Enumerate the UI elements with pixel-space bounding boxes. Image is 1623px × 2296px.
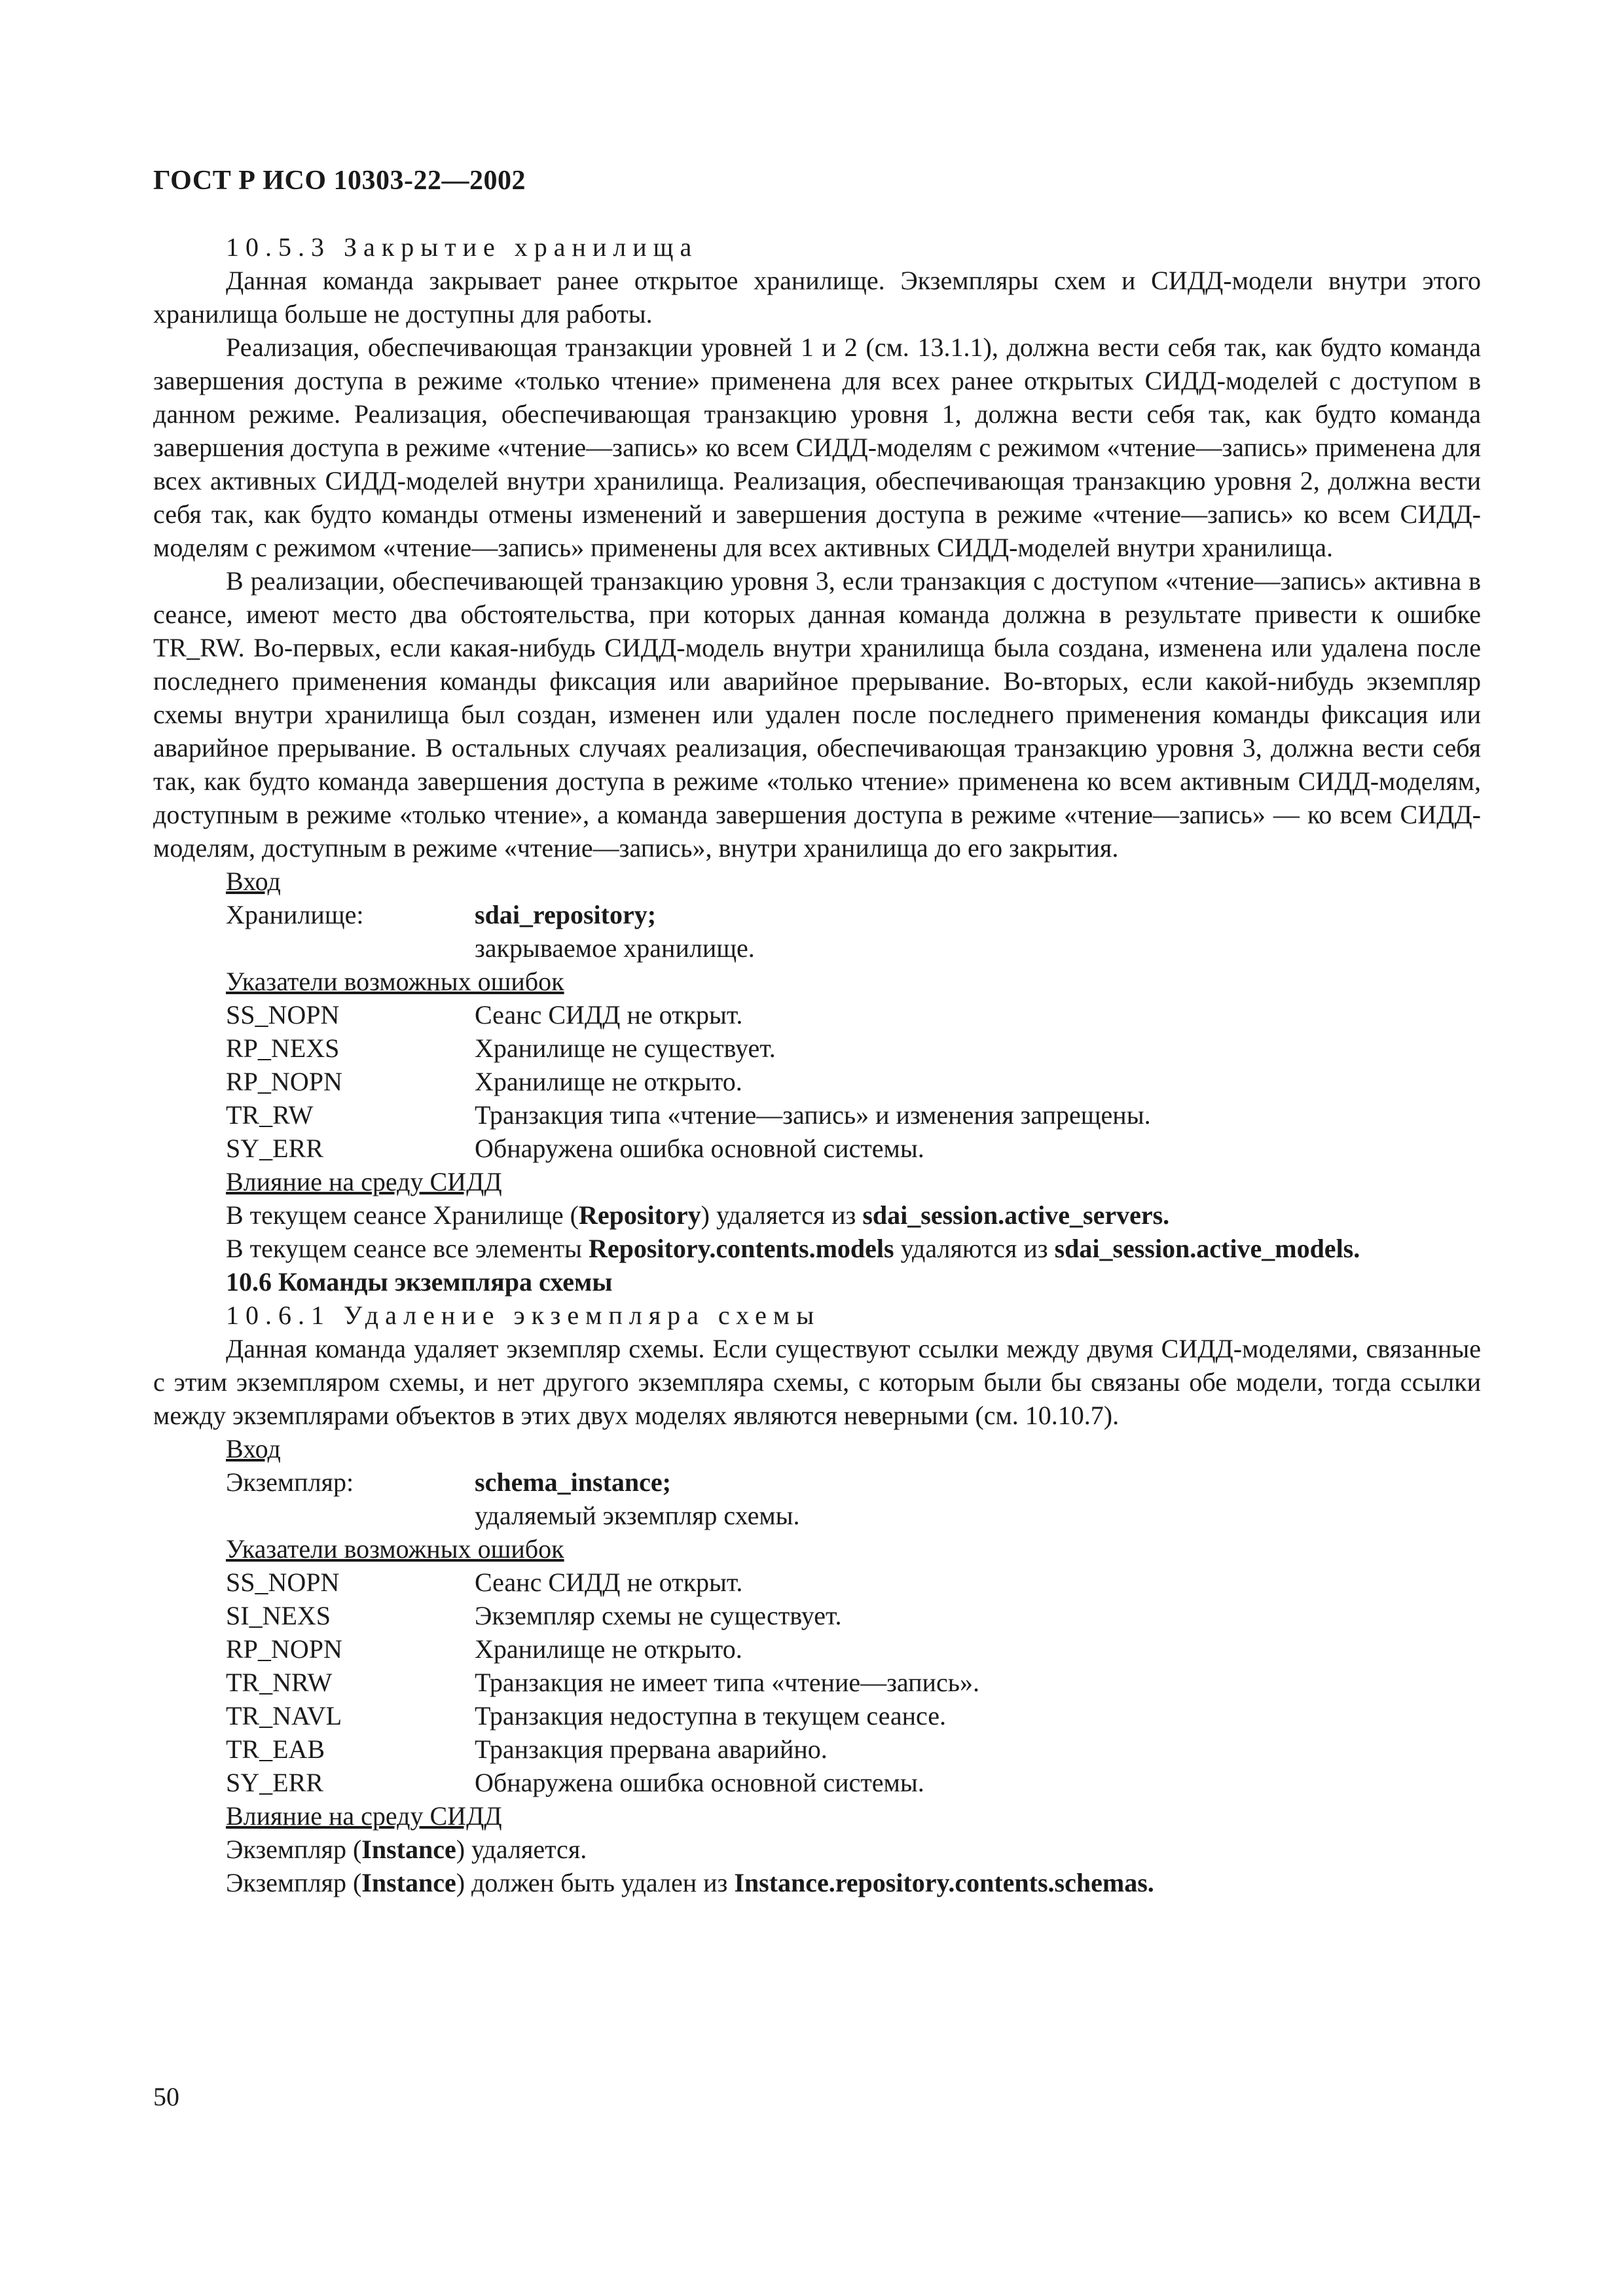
input-label: Вход bbox=[226, 867, 281, 896]
error-code: SS_NOPN bbox=[226, 1568, 340, 1597]
error-text: Обнаружена ошибка основной системы. bbox=[475, 1134, 924, 1163]
error-row bbox=[153, 1132, 1481, 1165]
error-text: Транзакция типа «чтение—запись» и изменения запрещены. bbox=[475, 1100, 1151, 1130]
effect-text: Экземпляр ( bbox=[226, 1835, 362, 1864]
page-header: ГОСТ Р ИСО 10303-22—2002 bbox=[153, 166, 526, 196]
error-code: SS_NOPN bbox=[226, 1000, 340, 1030]
input-key: Экземпляр: bbox=[226, 1467, 354, 1497]
error-code: TR_NAVL bbox=[226, 1701, 342, 1731]
error-code: SI_NEXS bbox=[226, 1601, 331, 1630]
error-row bbox=[153, 1031, 1481, 1065]
section-title-10-6-1: 10.6.1 Удаление экземпляра схемы bbox=[226, 1300, 821, 1330]
effect-term: Repository.contents.models bbox=[588, 1234, 894, 1263]
paragraph: Данная команда закрывает ранее открытое хранилище. Экземпляры схем и СИДД-модели внутри этого хранилища больше не доступны для работы. bbox=[153, 266, 1481, 329]
paragraph: Данная команда удаляет экземпляр схемы. Если существуют ссылки между двумя СИДД-моделями, связанные с этим экземпляром схемы, и нет другого экземпляра схемы, с которым были бы связаны обе модели, тогда ссылки между экземплярами объектов в этих двух моделях являются неверными (см. 10.10.7). bbox=[153, 1334, 1481, 1430]
error-text: Хранилище не существует. bbox=[475, 1033, 776, 1063]
input-key: Хранилище: bbox=[226, 900, 364, 929]
error-row bbox=[153, 1599, 1481, 1632]
section-title-10-5-3: 10.5.3 Закрытие хранилища bbox=[226, 232, 699, 262]
page-number: 50 bbox=[153, 2082, 179, 2111]
effect-term: sdai_session.active_models. bbox=[1054, 1234, 1360, 1263]
effect-term: Instance bbox=[361, 1868, 456, 1897]
error-row bbox=[153, 998, 1481, 1031]
error-row bbox=[153, 1065, 1481, 1098]
paragraph: В реализации, обеспечивающей транзакцию уровня 3, если транзакция с доступом «чтение—запись» активна в сеансе, имеют место два обстоятельства, при которых данная команда должна в результате привести к ошибке TR_RW. Во-первых, если какая-нибудь СИДД-модель внутри хранилища была создана, изменена или удалена после последнего применения команды фиксация или аварийное прерывание. Во-вторых, если какой-нибудь экземпляр схемы внутри хранилища был создан, изменен или удален после последнего применения команды фиксация или аварийное прерывание. В остальных случаях реализация, обеспечивающая транзакцию уровня 3, должна вести себя так, как будто команда завершения доступа в режиме «только чтение» применена ко всем активным СИДД-моделям, доступным в режиме «только чтение», а команда завершения доступа в режиме «чтение—запись» — ко всем СИДД-моделям, доступным в режиме «чтение—запись», внутри хранилища до его закрытия. bbox=[153, 566, 1481, 863]
error-code: SY_ERR bbox=[226, 1768, 323, 1797]
effect-text: Экземпляр ( bbox=[226, 1868, 362, 1897]
error-row bbox=[153, 1632, 1481, 1666]
effect-label: Влияние на среду СИДД bbox=[226, 1801, 502, 1831]
effect-term: sdai_session.active_servers. bbox=[862, 1200, 1170, 1230]
error-code: TR_RW bbox=[226, 1100, 314, 1130]
error-row bbox=[153, 1699, 1481, 1732]
input-type: sdai_repository; bbox=[475, 900, 657, 929]
error-text: Транзакция недоступна в текущем сеансе. bbox=[475, 1701, 947, 1731]
input-row bbox=[153, 898, 1481, 931]
effect-term: Repository bbox=[578, 1200, 701, 1230]
error-text: Обнаружена ошибка основной системы. bbox=[475, 1768, 924, 1797]
effect-term: Instance.repository.contents.schemas. bbox=[734, 1868, 1154, 1897]
error-code: RP_NOPN bbox=[226, 1067, 342, 1096]
input-type: schema_instance; bbox=[475, 1467, 671, 1497]
section-title-10-6: 10.6 Команды экземпляра схемы bbox=[226, 1267, 613, 1297]
error-text: Транзакция прервана аварийно. bbox=[475, 1734, 828, 1764]
paragraph: Реализация, обеспечивающая транзакции уровней 1 и 2 (см. 13.1.1), должна вести себя так, как будто команда завершения доступа в режиме «только чтение» применена для всех ранее открытых СИДД-моделей с доступом в данном режиме. Реализация, обеспечивающая транзакцию уровня 1, должна вести себя так, как будто команда завершения доступа в режиме «чтение—запись» ко всем СИДД-моделям с режимом «чтение—запись» применена для всех активных СИДД-моделей внутри хранилища. Реализация, обеспечивающая транзакцию уровня 2, должна вести себя так, как будто команды отмены изменений и завершения доступа в режиме «чтение—запись» ко всем СИДД-моделям с режимом «чтение—запись» применены для всех активных СИДД-моделей внутри хранилища. bbox=[153, 332, 1481, 562]
error-code: TR_EAB bbox=[226, 1734, 325, 1764]
error-row bbox=[153, 1098, 1481, 1132]
error-text: Экземпляр схемы не существует. bbox=[475, 1601, 842, 1630]
error-row bbox=[153, 1732, 1481, 1766]
effect-line bbox=[153, 1232, 1481, 1265]
error-text: Сеанс СИДД не открыт. bbox=[475, 1000, 743, 1030]
error-text: Хранилище не открыто. bbox=[475, 1067, 742, 1096]
error-text: Транзакция не имеет типа «чтение—запись». bbox=[475, 1668, 979, 1697]
errors-label: Указатели возможных ошибок bbox=[226, 1534, 564, 1564]
error-code: RP_NEXS bbox=[226, 1033, 340, 1063]
error-row bbox=[153, 1666, 1481, 1699]
error-text: Хранилище не открыто. bbox=[475, 1634, 742, 1664]
effect-text: ) удаляется. bbox=[456, 1835, 587, 1864]
input-description: удаляемый экземпляр схемы. bbox=[475, 1501, 800, 1530]
effect-text: ) удаляется из bbox=[701, 1200, 863, 1230]
input-description: закрываемое хранилище. bbox=[475, 933, 755, 963]
effect-text: В текущем сеансе Хранилище ( bbox=[226, 1200, 579, 1230]
error-row bbox=[153, 1566, 1481, 1599]
input-row bbox=[153, 1465, 1481, 1499]
error-row bbox=[153, 1766, 1481, 1799]
page-content bbox=[153, 230, 1481, 1899]
effect-text: ) должен быть удален из bbox=[456, 1868, 735, 1897]
effect-line bbox=[153, 1198, 1481, 1232]
input-label: Вход bbox=[226, 1434, 281, 1463]
error-text: Сеанс СИДД не открыт. bbox=[475, 1568, 743, 1597]
effect-line bbox=[153, 1866, 1481, 1899]
effect-text: В текущем сеансе все элементы bbox=[226, 1234, 589, 1263]
effect-line bbox=[153, 1833, 1481, 1866]
errors-label: Указатели возможных ошибок bbox=[226, 967, 564, 996]
effect-text: удаляются из bbox=[894, 1234, 1055, 1263]
effect-label: Влияние на среду СИДД bbox=[226, 1167, 502, 1196]
error-code: RP_NOPN bbox=[226, 1634, 342, 1664]
error-code: SY_ERR bbox=[226, 1134, 323, 1163]
error-code: TR_NRW bbox=[226, 1668, 333, 1697]
effect-term: Instance bbox=[361, 1835, 456, 1864]
